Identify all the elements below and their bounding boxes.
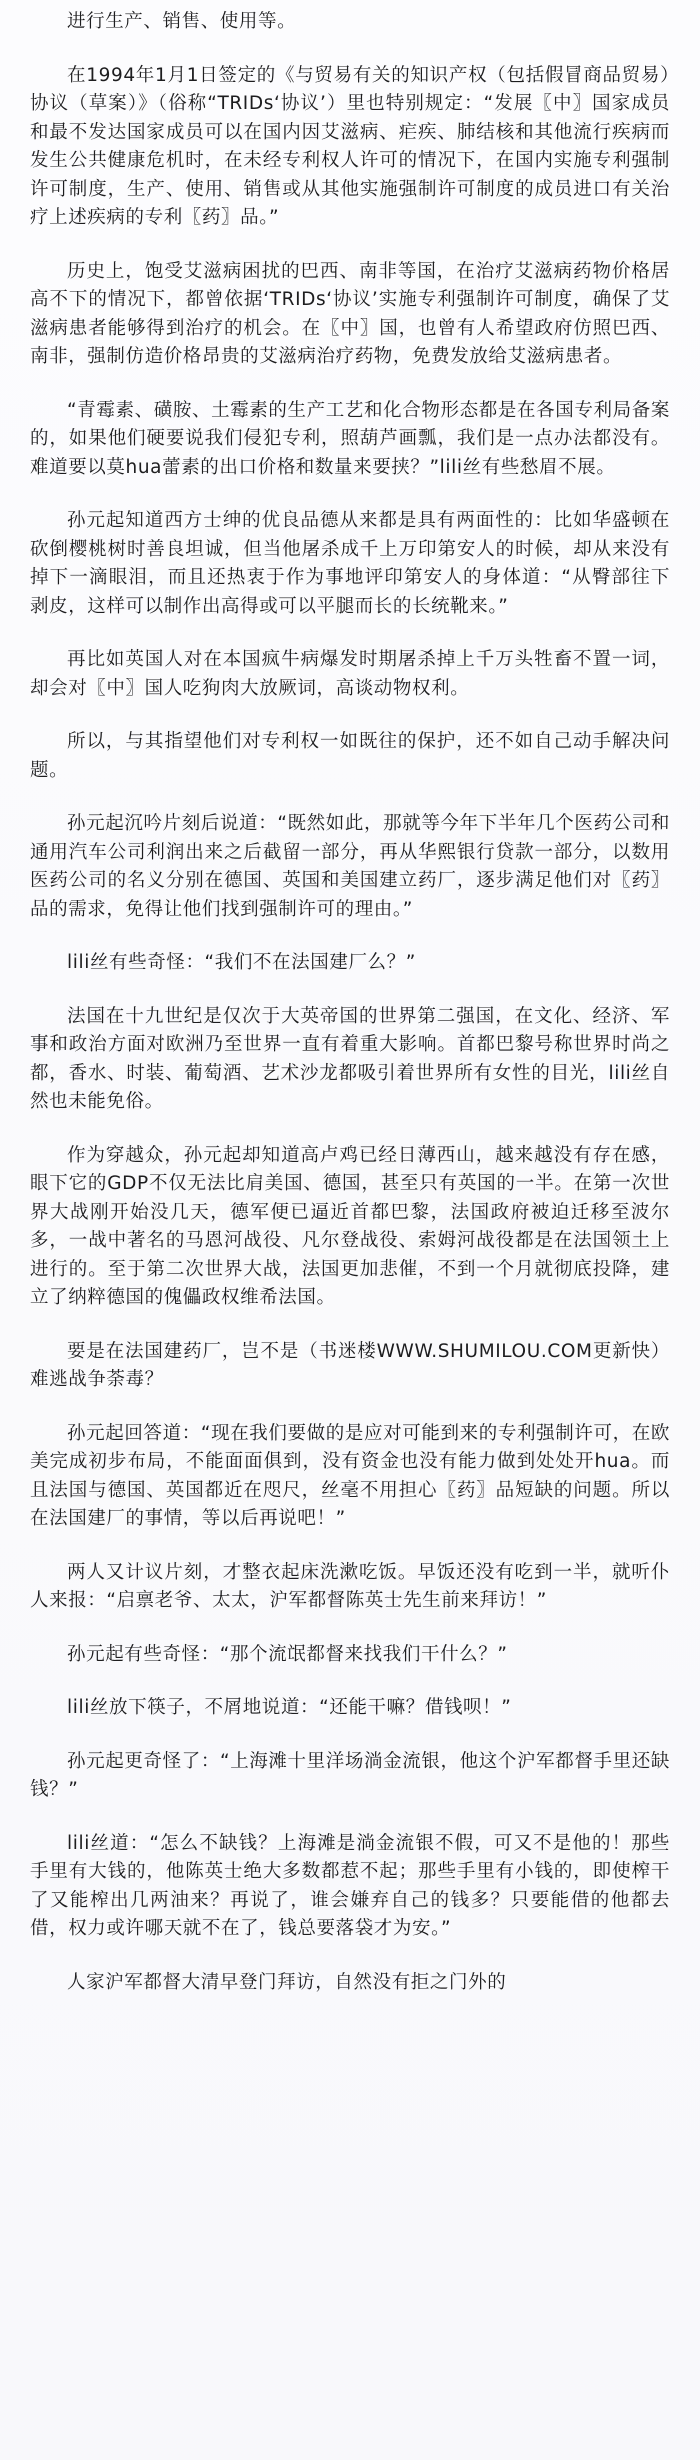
paragraph-5: 孙元起知道西方士绅的优良品德从来都是具有两面性的：比如华盛顿在砍倒樱桃树时善良坦诚，但当他屠杀成千上万印第安人的时候，却从来没有掉下一滴眼泪，而且还热衷于作为事地评印第安人的身体道：“从臀部往下剥皮，这样可以制作出高得或可以平腿而长的长统靴来。” (30, 510, 670, 617)
paragraph-9: lili丝有些奇怪：“我们不在法国建厂么？” (67, 952, 416, 973)
paragraph-7: 所以，与其指望他们对专利权一如既往的保护，还不如自己动手解决问题。 (30, 731, 670, 781)
paragraph-19: 人家沪军都督大清早登门拜访，自然没有拒之门外的 (67, 1971, 507, 1993)
paragraph-1: 进行生产、销售、使用等。 (67, 11, 297, 32)
paragraph-8: 孙元起沉吟片刻后说道：“既然如此，那就等今年下半年几个医药公司和通用汽车公司利润出来之后截留一部分，再从华熙银行贷款一部分，以数用医药公司的名义分别在德国、英国和美国建立药厂，逐步满足他们对〖药〗品的需求，免得让他们找到强制许可的理由。” (30, 813, 670, 920)
paragraph-10: 法国在十九世纪是仅次于大英帝国的世界第二强国，在文化、经济、军事和政治方面对欧洲乃至世界一直有着重大影响。首都巴黎号称世界时尚之都，香水、时装、葡萄酒、艺术沙龙都吸引着世界所有女性的目光，lili丝自然也未能免俗。 (30, 1005, 670, 1112)
paragraph-11: 作为穿越众，孙元起却知道高卢鸡已经日薄西山，越来越没有存在感，眼下它的GDP不仅无法比肩美国、德国，甚至只有英国的一半。在第一次世界大战刚开始没几天，德军便已逼近首都巴黎，法国政府被迫迁移至波尔多，一战中著名的马恩河战役、凡尔登战役、索姆河战役都是在法国领土上进行的。至于第二次世界大战，法国更加悲催，不到一个月就彻底投降，建立了纳粹德国的傀儡政权维希法国。 (30, 1144, 670, 1308)
paragraph-6: 再比如英国人对在本国疯牛病爆发时期屠杀掉上千万头牲畜不置一词，却会对〖中〗国人吃狗肉大放厥词，高谈动物权利。 (30, 649, 670, 699)
paragraph-15: 孙元起有些奇怪：“那个流氓都督来找我们干什么？” (67, 1643, 508, 1665)
paragraph-14: 两人又计议片刻，才整衣起床洗漱吃饭。早饭还没有吃到一半，就听仆人来报：“启禀老爷、太太，沪军都督陈英士先生前来拜访！” (30, 1561, 670, 1611)
paragraph-16: lili丝放下筷子，不屑地说道：“还能干嘛？借钱呗！” (67, 1697, 512, 1718)
paragraph-13: 孙元起回答道：“现在我们要做的是应对可能到来的专利强制许可，在欧美完成初步布局，不能面面俱到，没有资金也没有能力做到处处开hua。而且法国与德国、英国都近在咫尺，丝毫不用担心〖药〗品短缺的问题。所以在法国建厂的事情，等以后再说吧！” (30, 1422, 670, 1529)
paragraph-3: 历史上，饱受艾滋病困扰的巴西、南非等国，在治疗艾滋病药物价格居高不下的情况下，都曾依据‘TRIDs‘协议’实施专利强制许可制度，确保了艾滋病患者能够得到治疗的机会。在〖中〗国，也曾有人希望政府仿照巴西、南非，强制仿造价格昂贵的艾滋病治疗药物，免费发放给艾滋病患者。 (30, 260, 670, 367)
paragraph-4: “青霉素、磺胺、土霉素的生产工艺和化合物形态都是在各国专利局备案的，如果他们硬要说我们侵犯专利，照葫芦画瓢，我们是一点办法都没有。难道要以莫hua蕾素的出口价格和数量来要挟？”lili丝有些愁眉不展。 (30, 399, 670, 478)
paragraph-2: 在1994年1月1日签定的《与贸易有关的知识产权（包括假冒商品贸易）协议（草案）》（俗称“TRIDs‘协议’）里也特别规定：“发展〖中〗国家成员和最不发达国家成员可以在国内因艾滋病、疟疾、肺结核和其他流行疾病而发生公共健康危机时，在未经专利权人许可的情况下，在国内实施专利强制许可制度，生产、使用、销售或从其他实施强制许可制度的成员进口有关治疗上述疾病的专利〖药〗品。” (30, 64, 670, 228)
paragraph-12: 要是在法国建药厂，岂不是（书迷楼WWW.SHUMILOU.COM更新快）难逃战争荼毒？ (30, 1340, 670, 1390)
paragraph-17: 孙元起更奇怪了：“上海滩十里洋场淌金流银，他这个沪军都督手里还缺钱？” (30, 1750, 670, 1800)
article-body (30, 8, 670, 1997)
paragraph-18: lili丝道：“怎么不缺钱？上海滩是淌金流银不假，可又不是他的！那些手里有大钱的，他陈英士绝大多数都惹不起；那些手里有小钱的，即使榨干了又能榨出几两油来？再说了，谁会嫌弃自己的钱多？只要能借的他都去借，权力或许哪天就不在了，钱总要落袋才为安。” (30, 1832, 670, 1939)
